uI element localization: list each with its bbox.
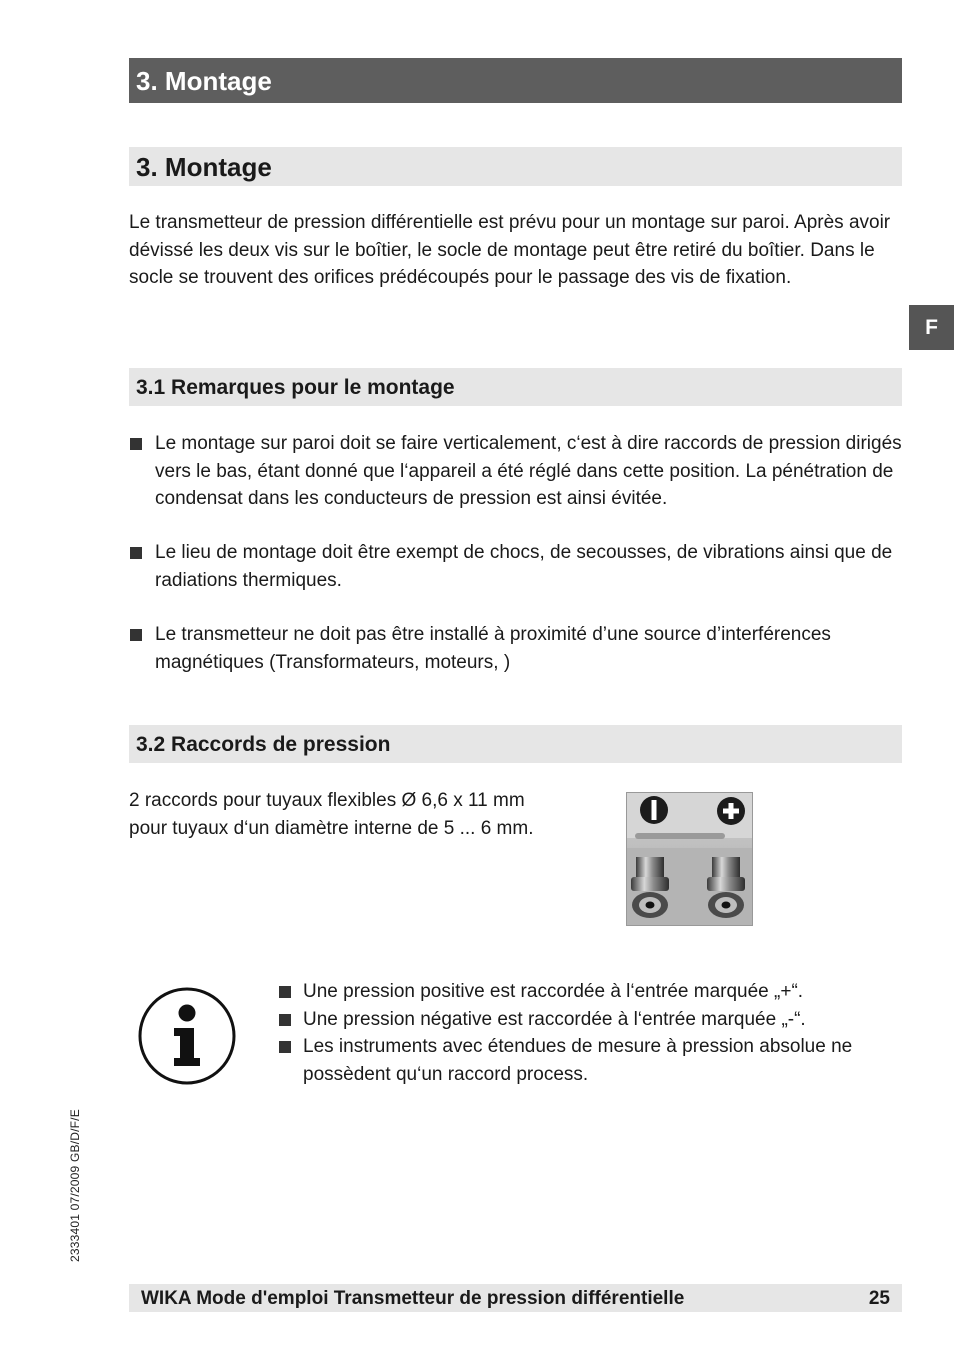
subsection-heading-text: 3.1 Remarques pour le montage (136, 376, 455, 399)
left-hose-fitting (631, 857, 669, 918)
plus-port-icon (717, 797, 745, 825)
list-item (129, 539, 909, 594)
page-number: 25 (868, 1288, 890, 1309)
list-item-text: Les instruments avec étendues de mesure à pression absolue ne possèdent qu‘un raccord process. (303, 1036, 853, 1085)
bullet-square-icon (130, 547, 142, 559)
list-item (278, 1006, 908, 1034)
right-hose-fitting (707, 857, 745, 918)
bullet-square-icon (279, 1041, 291, 1053)
subsection-heading-pressure-connections (129, 725, 902, 763)
bullet-square-icon (130, 629, 142, 641)
language-tab (909, 305, 954, 350)
minus-port-icon (640, 796, 668, 824)
list-item-text: Une pression négative est raccordée à l‘entrée marquée „-“. (303, 1008, 806, 1030)
info-notes-list (278, 978, 908, 1088)
language-tab-label: F (925, 316, 938, 339)
section-title-text: 3. Montage (136, 152, 272, 182)
info-icon (137, 986, 237, 1086)
connections-description (129, 787, 599, 842)
intro-paragraph: Le transmetteur de pression différentielle est prévu pour un montage sur paroi. Après avoir dévissé les deux vis sur le boîtier, le socle de montage peut être retiré du boîtier. Dans le socle se trouvent des orifices prédécoupés pour le passage des vis de fixation. (129, 212, 891, 288)
page-header-title: 3. Montage (136, 66, 272, 96)
section-title (129, 147, 902, 186)
bullet-square-icon (279, 986, 291, 998)
list-item (129, 430, 909, 513)
list-item (278, 1033, 908, 1088)
list-item-text: Une pression positive est raccordée à l‘entrée marquée „+“. (303, 981, 804, 1002)
page-footer (129, 1284, 902, 1312)
document-code: 2333401 07/2009 GB/D/F/E (68, 1109, 82, 1262)
list-item-text: Le lieu de montage doit être exempt de chocs, de secousses, de vibrations ainsi que de radiations thermiques. (155, 542, 893, 591)
subsection-heading-text: 3.2 Raccords de pression (136, 733, 391, 756)
connections-line: pour tuyaux d‘un diamètre interne de 5 ... 6 mm. (129, 817, 534, 839)
bullet-square-icon (130, 438, 142, 450)
list-item-text: Le transmetteur ne doit pas être installé à proximité d’une source d’interférences magnétiques (Transformateurs, moteurs, ) (155, 624, 831, 673)
pressure-connections-photo (626, 792, 753, 926)
footer-title: WIKA Mode d'emploi Transmetteur de pression différentielle (141, 1288, 685, 1309)
pressure-ports-illustration (627, 793, 753, 926)
connections-line: 2 raccords pour tuyaux flexibles Ø 6,6 x 11 mm (129, 790, 525, 811)
list-item-text: Le montage sur paroi doit se faire verticalement, c‘est à dire raccords de pression dirigés vers le bas, étant donné que l‘appareil a été réglé dans cette position. La pénétration de condensat dans les conducteurs de pression est ainsi évitée. (155, 433, 902, 509)
page-header-bar (129, 58, 902, 103)
list-item (129, 621, 909, 676)
bullet-square-icon (279, 1014, 291, 1026)
list-item (278, 978, 908, 1006)
subsection-heading-mounting-notes (129, 368, 902, 406)
